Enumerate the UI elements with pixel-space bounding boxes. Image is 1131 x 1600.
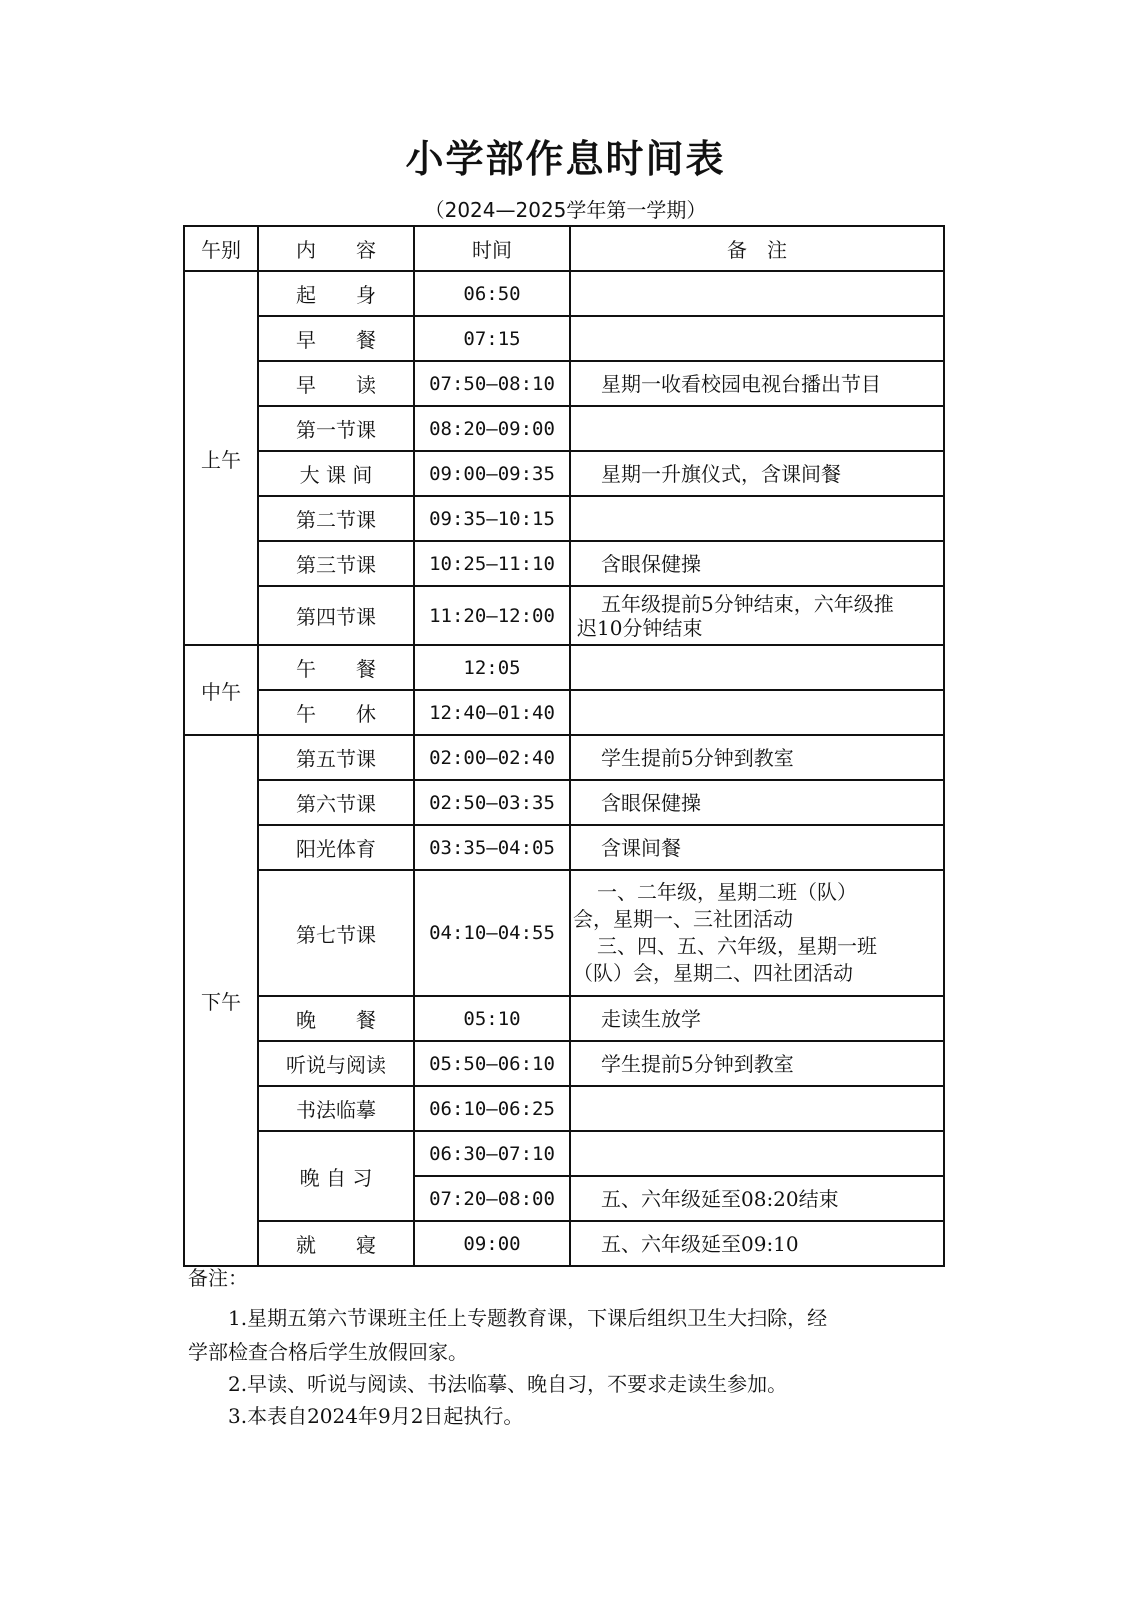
row-item: 起 身 [258,271,414,316]
table-row [184,780,944,825]
table-row [184,496,944,541]
row-note: 走读生放学 [570,996,944,1041]
row-item: 早 餐 [258,316,414,361]
row-note: 含课间餐 [570,825,944,870]
table-header-row [184,226,944,271]
row-time: 06:30—07:10 [414,1131,570,1176]
row-note [570,586,944,645]
row-item: 晚 自 习 [258,1131,414,1221]
row-item: 书法临摹 [258,1086,414,1131]
note-line: 一、二年级，星期二班（队） [597,880,857,904]
row-note [570,1131,944,1176]
row-time: 09:00—09:35 [414,451,570,496]
row-note: 五、六年级延至08:20结束 [570,1176,944,1221]
table-row [184,1131,944,1176]
header-period: 午别 [184,226,258,271]
row-item: 第六节课 [258,780,414,825]
header-time: 时间 [414,226,570,271]
row-time: 09:35—10:15 [414,496,570,541]
note-line: 会，星期一、三社团活动 [573,907,793,931]
row-item: 第四节课 [258,586,414,645]
row-item: 第五节课 [258,735,414,780]
row-time: 07:20—08:00 [414,1176,570,1221]
table-row [184,645,944,690]
row-item: 午 休 [258,690,414,735]
row-time: 08:20—09:00 [414,406,570,451]
row-note: 星期一升旗仪式，含课间餐 [570,451,944,496]
row-item: 第七节课 [258,870,414,996]
page-title: 小学部作息时间表 [405,136,726,181]
row-time: 12:40—01:40 [414,690,570,735]
table-row [184,1041,944,1086]
row-note [570,406,944,451]
row-time: 10:25—11:10 [414,541,570,586]
table-row [184,586,944,645]
row-note [570,316,944,361]
table-row [184,996,944,1041]
note-line: 迟10分钟结束 [577,615,703,640]
row-note: 星期一收看校园电视台播出节目 [570,361,944,406]
row-item: 早 读 [258,361,414,406]
row-time: 03:35—04:05 [414,825,570,870]
row-note: 学生提前5分钟到教室 [570,1041,944,1086]
row-time: 11:20—12:00 [414,586,570,645]
row-item: 第一节课 [258,406,414,451]
period-morning: 上午 [184,271,258,645]
row-time: 09:00 [414,1221,570,1266]
schedule-table [183,225,945,1267]
remarks-label: 备注： [188,1266,248,1290]
row-item: 大 课 间 [258,451,414,496]
table-row [184,735,944,780]
remark-item-1 [188,1302,928,1334]
table-row [184,1221,944,1266]
row-note: 含眼保健操 [570,541,944,586]
row-note [570,690,944,735]
row-time: 06:50 [414,271,570,316]
table-row [184,361,944,406]
row-time: 02:00—02:40 [414,735,570,780]
period-noon: 中午 [184,645,258,735]
row-note [570,496,944,541]
row-note: 含眼保健操 [570,780,944,825]
table-row [184,1086,944,1131]
row-time: 05:10 [414,996,570,1041]
row-item: 第二节课 [258,496,414,541]
row-note [570,870,944,996]
row-time: 07:15 [414,316,570,361]
header-item: 内 容 [258,226,414,271]
row-item: 午 餐 [258,645,414,690]
table-row [184,316,944,361]
note-line: （队）会，星期二、四社团活动 [573,961,853,985]
table-row [184,406,944,451]
remark-line: 学部检查合格后学生放假回家。 [188,1340,468,1364]
row-note: 学生提前5分钟到教室 [570,735,944,780]
row-time: 04:10—04:55 [414,870,570,996]
row-item: 晚 餐 [258,996,414,1041]
remark-item-3: 3.本表自2024年9月2日起执行。 [228,1404,524,1428]
header-note: 备 注 [570,226,944,271]
table-row [184,541,944,586]
table-row [184,825,944,870]
row-note [570,645,944,690]
row-item: 就 寝 [258,1221,414,1266]
page-subtitle: （2024—2025学年第一学期） [424,198,707,222]
row-time: 05:50—06:10 [414,1041,570,1086]
remark-line: 1.星期五第六节课班主任上专题教育课，下课后组织卫生大扫除，经 [228,1306,828,1330]
table-row [184,451,944,496]
row-item: 听说与阅读 [258,1041,414,1086]
table-row [184,690,944,735]
row-time: 06:10—06:25 [414,1086,570,1131]
table-row [184,870,944,996]
table-row [184,271,944,316]
row-note [570,1086,944,1131]
row-item: 阳光体育 [258,825,414,870]
row-time: 12:05 [414,645,570,690]
row-time: 07:50—08:10 [414,361,570,406]
remark-item-2: 2.早读、听说与阅读、书法临摹、晚自习，不要求走读生参加。 [228,1372,788,1396]
note-line: 五年级提前5分钟结束，六年级推 [601,591,894,616]
period-afternoon: 下午 [184,735,258,1266]
row-note: 五、六年级延至09:10 [570,1221,944,1266]
row-item: 第三节课 [258,541,414,586]
remarks-section [188,1262,928,1432]
row-time: 02:50—03:35 [414,780,570,825]
row-note [570,271,944,316]
note-line: 三、四、五、六年级，星期一班 [597,934,877,958]
